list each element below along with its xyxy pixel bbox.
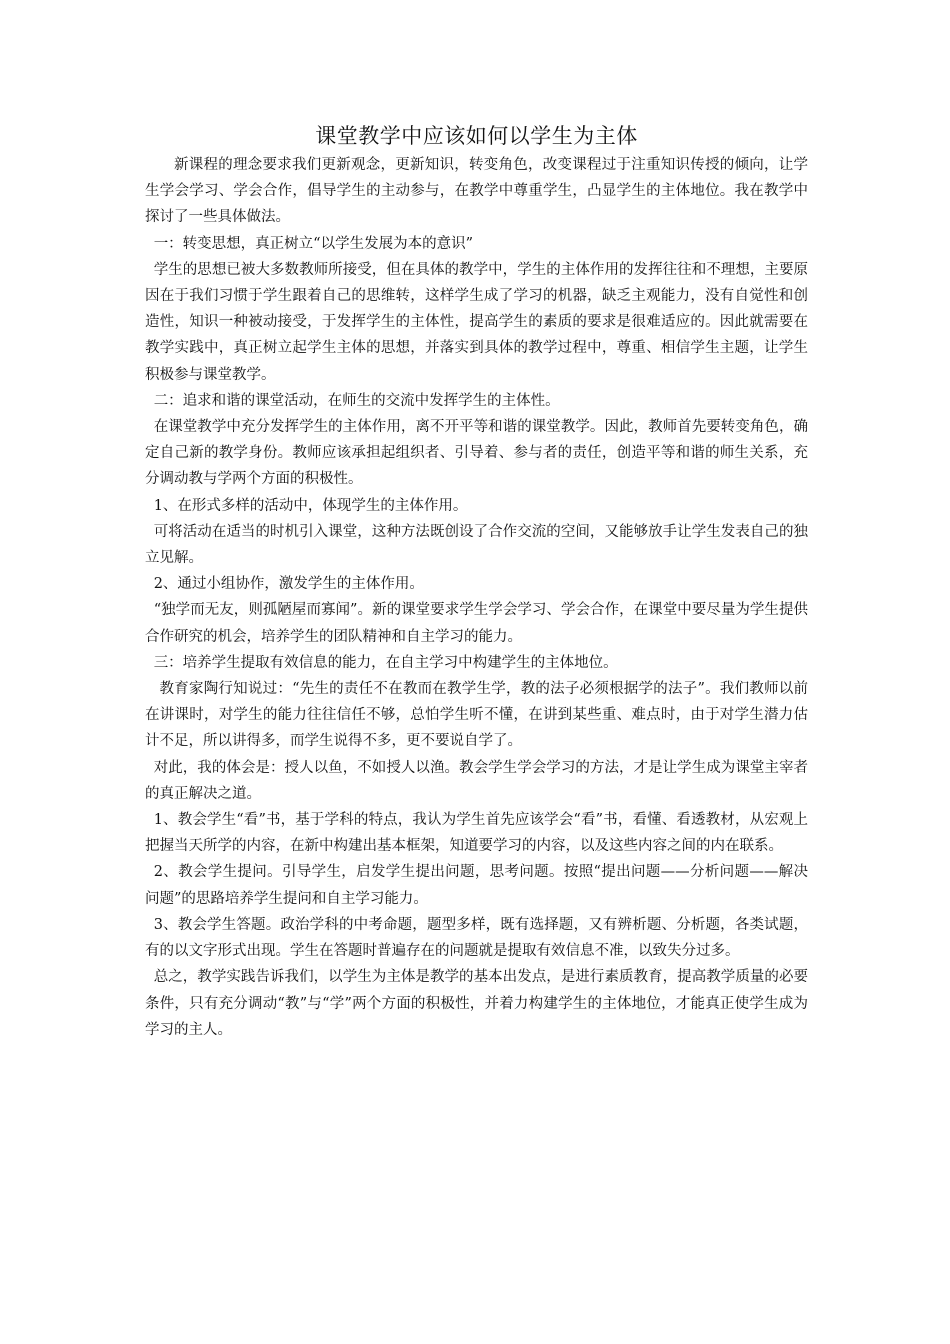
document-title: 课堂教学中应该如何以学生为主体 [315, 124, 638, 148]
paragraph: 二：追求和谐的课堂活动，在师生的交流中发挥学生的主体性。 [153, 392, 560, 409]
document-body [145, 120, 808, 1043]
paragraph: 2、通过小组协作，激发学生的主体作用。 [153, 576, 424, 593]
paragraph: 总之，教学实践告诉我们，以学生为主体是教学的基本出发点，是进行素质教育，提高教学质量的必要条件，只有充分调动“教”与“学”两个方面的积极性，并着力构建学生的主体地位，才能真正使学生成为学习的主人。 [145, 969, 808, 1038]
paragraph: 教育家陶行知说过：“先生的责任不在教而在教学生学，教的法子必须根据学的法子”。我们教师以前在讲课时，对学生的能力往往信任不够，总怕学生听不懂，在讲到某些重、难点时，由于对学生潜力估计不足，所以讲得多，而学生说得不多，更不要说自学了。 [145, 681, 808, 750]
paragraph: 学生的思想已被大多数教师所接受，但在具体的教学中，学生的主体作用的发挥往往和不理想，主要原因在于我们习惯于学生跟着自己的思维转，这样学生成了学习的机器，缺乏主观能力，没有自觉性和创造性，知识一种被动接受，于发挥学生的主体性，提高学生的素质的要求是很难适应的。因此就需要在教学实践中，真正树立起学生主体的思想，并落实到具体的教学过程中，尊重、相信学生主题，让学生积极参与课堂教学。 [145, 261, 808, 383]
paragraph: 3、教会学生答题。政治学科的中考命题，题型多样，既有选择题，又有辨析题、分析题，各类试题，有的以文字形式出现。学生在答题时普遍存在的问题就是提取有效信息不准，以致失分过多。 [145, 916, 808, 960]
paragraph: 新课程的理念要求我们更新观念，更新知识，转变角色，改变课程过于注重知识传授的倾向，让学生学会学习、学会合作，倡导学生的主动参与，在教学中尊重学生，凸显学生的主体地位。我在教学中探讨了一些具体做法。 [145, 157, 808, 226]
paragraph: 可将活动在适当的时机引入课堂，这种方法既创设了合作交流的空间，又能够放手让学生发表自己的独立见解。 [145, 523, 808, 567]
paragraph: 三：培养学生提取有效信息的能力，在自主学习中构建学生的主体地位。 [153, 654, 618, 671]
paragraph-list [145, 152, 808, 1043]
paragraph: 在课堂教学中充分发挥学生的主体作用，离不开平等和谐的课堂教学。因此，教师首先要转变角色，确定自己新的教学身份。教师应该承担起组织者、引导着、参与者的责任，创造平等和谐的师生关系，充分调动教与学两个方面的积极性。 [145, 419, 808, 488]
paragraph: 1、教会学生“看”书，基于学科的特点，我认为学生首先应该学会“看”书，看懂、看透教材，从宏观上把握当天所学的内容，在新中构建出基本框架，知道要学习的内容，以及这些内容之间的内在联系。 [145, 812, 808, 855]
paragraph: “独学而无友，则孤陋屋而寡闻”。新的课堂要求学生学会学习、学会合作，在课堂中要尽量为学生提供合作研究的机会，培养学生的团队精神和自主学习的能力。 [145, 602, 808, 645]
paragraph: 1、在形式多样的活动中，体现学生的主体作用。 [153, 497, 468, 514]
paragraph: 2、教会学生提问。引导学生，启发学生提出问题，思考问题。按照“提出问题——分析问题——解决问题”的思路培养学生提问和自主学习能力。 [145, 864, 808, 907]
paragraph: 一：转变思想，真正树立“以学生发展为本的意识” [153, 235, 474, 252]
paragraph: 对此，我的体会是：授人以鱼，不如授人以渔。教会学生学会学习的方法，才是让学生成为课堂主宰者的真正解决之道。 [145, 759, 808, 802]
